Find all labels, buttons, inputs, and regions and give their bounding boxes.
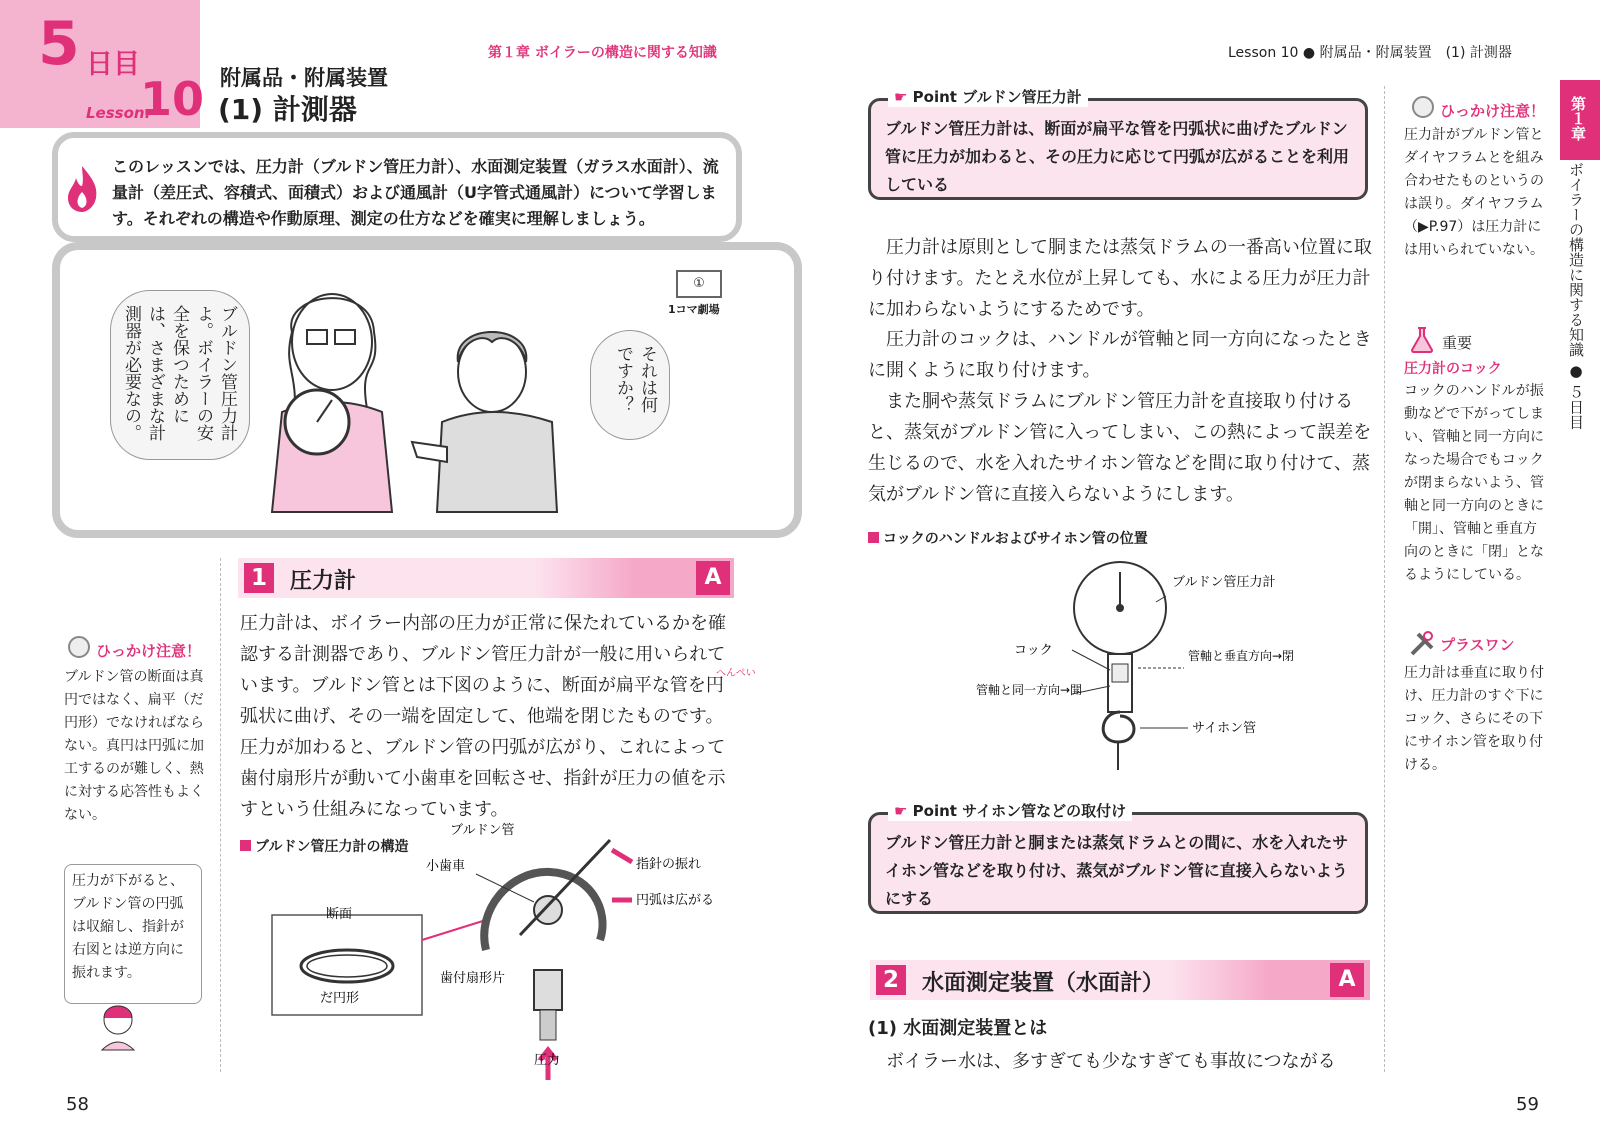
right-body-p1: 圧力計は原則として胴または蒸気ドラムの一番高い位置に取り付けます。たとえ水位が上昇しても、水による圧力が圧力計に加わらないようにするためです。 [868, 237, 1372, 320]
fig2-label-gauge: ブルドン管圧力計 [1172, 575, 1276, 590]
left-bubble-text: 圧力が下がると、ブルドン管の円弧は収縮し、指針が右図とは逆方向に振れます。 [72, 873, 184, 981]
point1-box [868, 98, 1368, 200]
point2-icon: ☛ [894, 802, 913, 820]
label-sector: 歯付扇形片 [440, 971, 506, 986]
lesson-word: Lesson. [86, 104, 151, 122]
lesson-category: 附属品・附属装置 [220, 66, 388, 90]
bourdon-gauge-diagram [240, 823, 740, 1090]
fig2-label-same: 管軸と同一方向→開 [976, 683, 1083, 697]
label-oval: だ円形 [320, 991, 360, 1006]
caution-icon [68, 636, 90, 658]
fig2-caption: コックのハンドルおよびサイホン管の位置 [868, 528, 1148, 548]
page-number-left: 58 [66, 1094, 89, 1115]
right-caution-head: ひっかけ注意！ [1440, 102, 1546, 120]
right-plus-head: プラスワン [1440, 636, 1515, 654]
running-header: Lesson 10 ● 附属品・附属装置 (1) 計測器 [1228, 45, 1512, 61]
right-important-head: 重要 [1442, 334, 1473, 352]
section2-subtitle: (1) 水面測定装置とは [868, 1018, 1048, 1039]
right-important-text: コックのハンドルが振動などで下がってしまい、管軸と同一方向になった場合でもコックが閉まらないよう、管軸と同一方向のときに「開」、管軸と垂直方向のときに「閉」となるようにしている。 [1404, 383, 1544, 583]
section1-number: 1 [244, 563, 274, 593]
ruby-henpei: へんぺい [716, 668, 756, 679]
speech-bubble-boy: それは何ですか？ [590, 330, 670, 440]
flame-icon [62, 164, 102, 214]
right-body-p2: 圧力計のコックは、ハンドルが管軸と同一方向になったときに開くように取り付けます。 [868, 329, 1372, 381]
comic-label: 1コマ劇場 [668, 303, 720, 316]
fig2-label-siphon: サイホン管 [1192, 721, 1257, 736]
lesson-number: 10 [140, 72, 205, 126]
point2-text: ブルドン管圧力計と胴または蒸気ドラムとの間に、水を入れたサイホン管などを取り付け、蒸気がブルドン管に直接入らないようにする [885, 833, 1349, 908]
point1-label: ☛ Point ブルドン管圧力計 [888, 86, 1088, 107]
point2-box [868, 812, 1368, 914]
day-suffix: 日目 [86, 49, 140, 80]
section1-body: 圧力計は、ボイラー内部の圧力が正常に保たれているかを確認する計測器であり、ブルドン管圧力計が一般に用いられています。ブルドン管とは下図のように、断面が扁平な管を円弧状に曲げ、その一端を固定して、他端を閉じたものです。圧力が加わると、ブルドン管の円弧が広がり、これによって歯付扇形片が動いて小歯車を回転させ、指針が圧力の値を示すという仕組みになっています。 [240, 613, 726, 820]
label-tube: ブルドン管 [450, 823, 515, 838]
section1-level: A [696, 561, 730, 595]
point1-text: ブルドン管圧力計は、断面が扁平な管を円弧状に曲げたブルドン管に圧力が加わると、その圧力に応じて円弧が広がることを利用している [885, 119, 1350, 194]
right-caution-text: 圧力計がブルドン管とダイヤフラムとを組み合わせたものというのは誤り。ダイヤフラム（▶P.97）は圧力計には用いられていない。 [1404, 127, 1544, 258]
day-number: 5 [38, 9, 80, 79]
right-plus-text: 圧力計は垂直に取り付け、圧力計のすぐ下にコック、さらにその下にサイホン管を取り付ける。 [1404, 665, 1544, 773]
cock-siphon-diagram [960, 556, 1295, 772]
label-section: 断面 [326, 907, 353, 922]
point-icon: ☛ [894, 88, 913, 106]
divider-left [220, 558, 221, 1072]
divider-right [1384, 86, 1385, 1072]
point2-label: ☛ Point サイホン管などの取付け [888, 800, 1132, 821]
fig2-label-perp: 管軸と垂直方向→閉 [1188, 649, 1295, 663]
label-needle: 指針の振れ [636, 857, 702, 872]
tools-icon [1408, 630, 1436, 658]
chapter-vertical-title: ボイラーの構造に関する知識 ● ５日目 [1567, 162, 1585, 430]
label-pressure: 圧力 [534, 1053, 561, 1068]
label-pinion: 小歯車 [426, 859, 466, 874]
fig1-caption: ブルドン管圧力計の構造 [240, 836, 408, 856]
left-caution-head: ひっかけ注意！ [96, 642, 202, 660]
right-important-sub: 圧力計のコック [1404, 361, 1502, 377]
section2-number: 2 [876, 965, 906, 995]
manga-illustration [262, 272, 562, 522]
chapter-tab-text: 第１章 [1569, 96, 1587, 141]
left-caution-text: ブルドン管の断面は真円ではなく、扁平（だ円形）でなければならない。真円は円弧に加工するのが難しく、熱に対する応答性もよくない。 [64, 669, 204, 823]
comic-tag: ① [676, 270, 722, 298]
intro-text: このレッスンでは、圧力計（ブルドン管圧力計）、水面測定装置（ガラス水面計）、流量計（差圧式、容積式、面積式）および通風計（U字管式通風計）について学習します。それぞれの構造や作動原理、測定の仕方などを確実に理解しましょう。 [112, 157, 719, 228]
chapter-header: 第１章 ボイラーの構造に関する知識 [488, 45, 717, 61]
section2-title: 水面測定装置（水面計） [922, 971, 1165, 996]
label-arc: 円弧は広がる [636, 893, 715, 908]
flask-icon [1410, 326, 1434, 354]
section2-level: A [1330, 963, 1364, 997]
teacher-avatar [96, 1000, 140, 1050]
lesson-title: (1) 計測器 [218, 93, 357, 126]
speech-bubble-woman: ブルドン管圧力計よ。ボイラーの安全を保つためには、さまざまな計測器が必要なの。 [110, 290, 250, 460]
section2-body: ボイラー水は、多すぎても少なすぎても事故につながる [886, 1051, 1336, 1072]
fig2-label-cock: コック [1014, 643, 1053, 658]
page-number-right: 59 [1516, 1094, 1539, 1115]
caution-icon-right [1412, 96, 1434, 118]
right-body-p3: また胴や蒸気ドラムにブルドン管圧力計を直接取り付けると、蒸気がブルドン管に入ってしまい、この熱によって誤差を生じるので、水を入れたサイホン管などを間に取り付けて、蒸気がブルドン管に直接入らないようにします。 [868, 391, 1372, 505]
section1-title: 圧力計 [290, 569, 357, 594]
